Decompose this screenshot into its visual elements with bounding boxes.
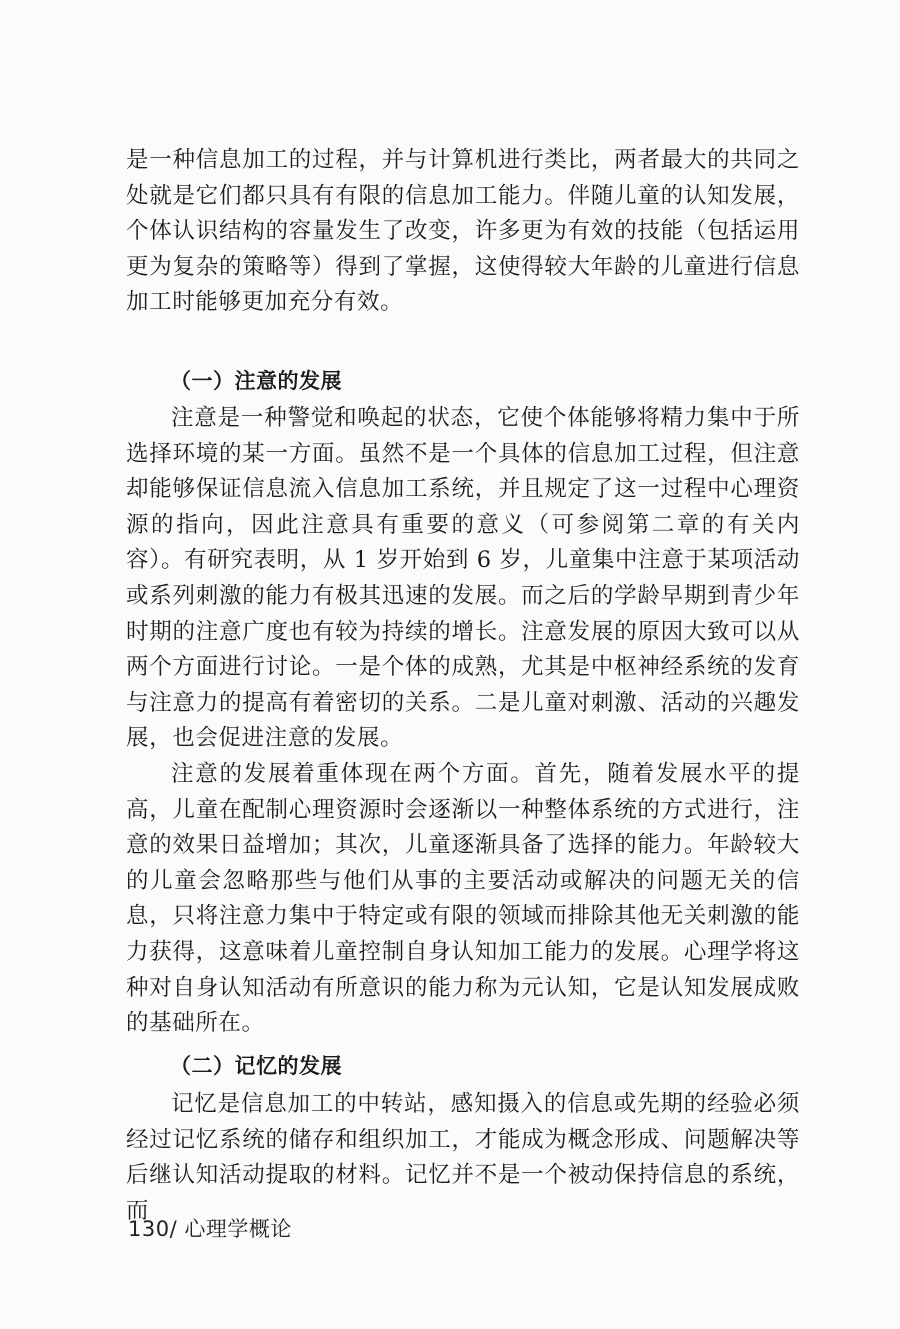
section-heading-memory: （二）记忆的发展 bbox=[170, 1054, 342, 1078]
book-title: 心理学概论 bbox=[184, 1217, 292, 1241]
attention-paragraph-2: 注意的发展着重体现在两个方面。首先，随着发展水平的提高，儿童在配制心理资源时会逐渐以一种整体系统的方式进行，注意的效果日益增加；其次，儿童逐渐具备了选择的能力。年龄较大的儿童会忽略那些与他们从事的主要活动或解决的问题无关的信息，只将注意力集中于特定或有限的领域而排除其他无关刺激的能力获得，这意味着儿童控制自身认知加工能力的发展。心理学将这种对自身认知活动有所意识的能力称为元认知，它是认知发展成败的基础所在。 bbox=[126, 761, 800, 1037]
footer-separator: / bbox=[169, 1217, 178, 1241]
section-heading-attention: （一）注意的发展 bbox=[170, 369, 342, 393]
attention-paragraph-1: 注意是一种警觉和唤起的状态，它使个体能够将精力集中于所选择环境的某一方面。虽然不是一个具体的信息加工过程，但注意却能够保证信息流入信息加工系统，并且规定了这一过程中心理资源的指向，因此注意具有重要的意义（可参阅第二章的有关内容）。有研究表明，从 1 岁开始到 6 岁，儿童集中注意于某项活动或系列刺激的能力有极其迅速的发展。而之后的学龄早期到青少年时期的注意广度也有较为持续的增长。注意发展的原因大致可以从两个方面进行讨论。一是个体的成熟，尤其是中枢神经系统的发育与注意力的提高有着密切的关系。二是儿童对刺激、活动的兴趣发展，也会促进注意的发展。 bbox=[126, 405, 800, 752]
page-footer bbox=[128, 1214, 292, 1244]
page-number: 130 bbox=[128, 1217, 170, 1241]
memory-paragraph-1: 记忆是信息加工的中转站，感知摄入的信息或先期的经验必须经过记忆系统的储存和组织加工，才能成为概念形成、问题解决等后继认知活动提取的材料。记忆并不是一个被动保持信息的系统，而 bbox=[126, 1091, 800, 1224]
intro-paragraph: 是一种信息加工的过程，并与计算机进行类比，两者最大的共同之处就是它们都只具有有限的信息加工能力。伴随儿童的认知发展，个体认识结构的容量发生了改变，许多更为有效的技能（包括运用更为复杂的策略等）得到了掌握，这使得较大年龄的儿童进行信息加工时能够更加充分有效。 bbox=[126, 147, 800, 316]
